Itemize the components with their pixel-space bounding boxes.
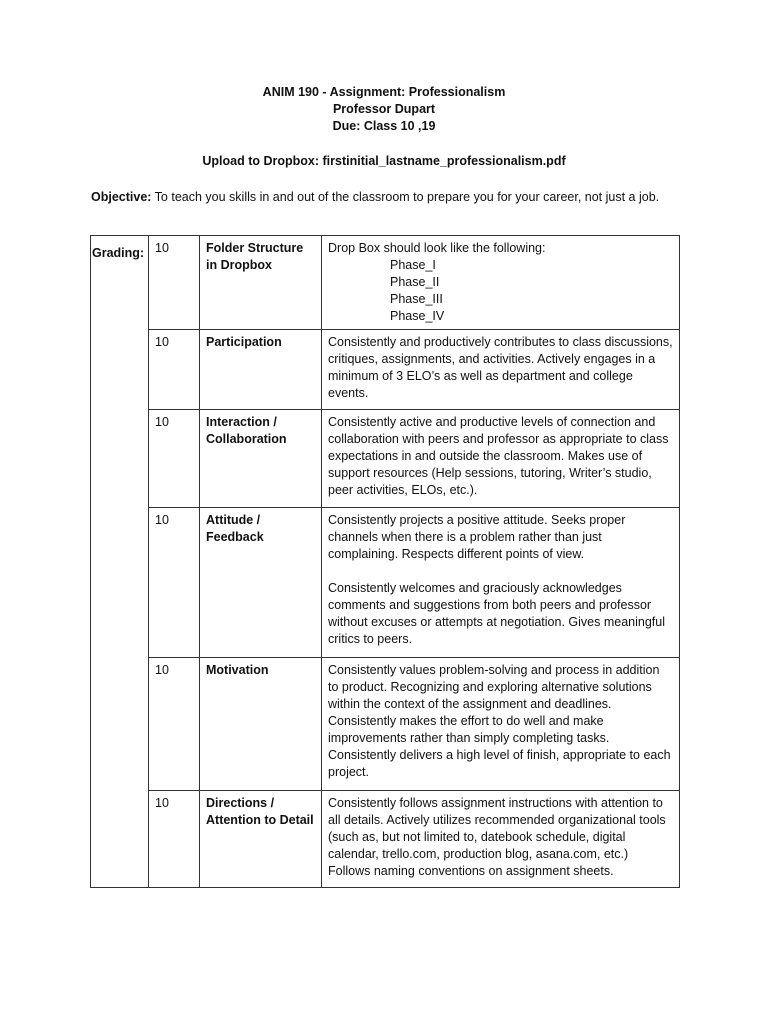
criterion-cell: Attitude / Feedback (200, 508, 322, 658)
phase-folder: Phase_II (390, 275, 440, 289)
professor-name: Professor Dupart (332, 102, 436, 116)
criterion-cell: Participation (200, 330, 322, 410)
description-cell (322, 508, 680, 658)
description-text: Drop Box should look like the following: (328, 241, 546, 255)
points-cell: 10 (149, 658, 200, 791)
description-cell (322, 236, 680, 330)
points-cell: 10 (149, 330, 200, 410)
upload-instructions: Upload to Dropbox: firstinitial_lastname_professionalism.pdf (202, 154, 566, 168)
points-cell: 10 (149, 508, 200, 658)
paragraph-gap (328, 563, 673, 580)
objective-paragraph (91, 189, 681, 206)
grading-rubric-table (90, 235, 680, 888)
rubric-row-motivation (91, 658, 680, 791)
criterion-cell: Interaction / Collaboration (200, 410, 322, 508)
description-cell: Consistently active and productive levels of connection and collaboration with peers and professor as appropriate to class expectations in and outside the classroom. Makes use of support resources (Help sessions, tutoring, Writer’s studio, peer activities, ELOs, etc.). (322, 410, 680, 508)
description-cell: Consistently and productively contributes to class discussions, critiques, assignments, and activities. Actively engages in a minimum of 3 ELO’s as well as department and college events. (322, 330, 680, 410)
criterion-cell: Directions / Attention to Detail (200, 791, 322, 888)
phase-folder: Phase_IV (390, 309, 445, 323)
rubric-row-directions (91, 791, 680, 888)
objective-label: Objective: (91, 190, 152, 204)
document-header (0, 84, 768, 135)
criterion-cell: Motivation (200, 658, 322, 791)
rubric-row-attitude (91, 508, 680, 658)
description-text: Consistently projects a positive attitude. Seeks proper channels when there is a problem rather than just complaining. Respects different points of view. (328, 513, 626, 561)
description-text-2: Consistently welcomes and graciously acknowledges comments and suggestions from both peers and professor without excuses or attempts at negotiation. Gives meaningful critics to peers. (328, 581, 665, 646)
description-cell: Consistently values problem-solving and process in addition to product. Recognizing and exploring alternative solutions within the context of the assignment and deadlines. Consistently makes the effort to do well and make improvements rather than simply completing tasks. Consistently delivers a high level of finish, appropriate to each project. (322, 658, 680, 791)
phase-folder: Phase_I (390, 258, 436, 272)
grading-label: Grading: (91, 236, 149, 888)
phase-folder: Phase_III (390, 292, 443, 306)
due-date: Due: Class 10 ,19 (332, 119, 436, 133)
criterion-cell: Folder Structure in Dropbox (200, 236, 322, 330)
rubric-row-folder-structure (91, 236, 680, 330)
rubric-row-participation (91, 330, 680, 410)
description-cell: Consistently follows assignment instructions with attention to all details. Actively utilizes recommended organizational tools (such as, but not limited to, datebook schedule, digital calendar, trello.com, production blog, asana.com, etc.) Follows naming conventions on assignment sheets. (322, 791, 680, 888)
assignment-title: ANIM 190 - Assignment: Professionalism (262, 85, 506, 99)
points-cell: 10 (149, 410, 200, 508)
points-cell: 10 (149, 791, 200, 888)
points-cell: 10 (149, 236, 200, 330)
objective-text: To teach you skills in and out of the classroom to prepare you for your career, not just a job. (151, 190, 660, 204)
rubric-row-interaction (91, 410, 680, 508)
